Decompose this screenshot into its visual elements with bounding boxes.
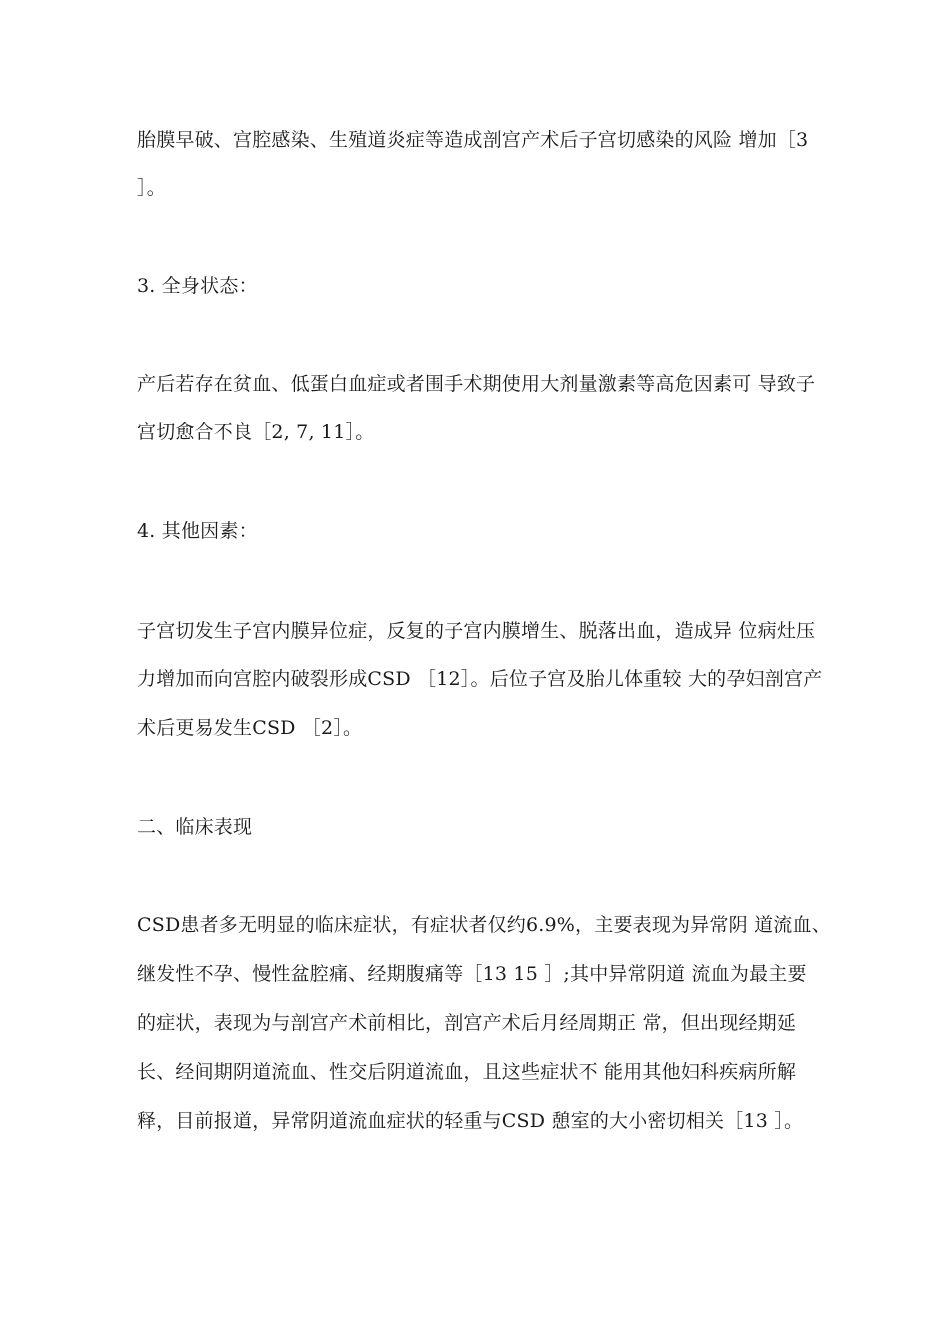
paragraph-line: 长、经间期阴道流血、性交后阴道流血，且这些症状不 能用其他妇科疾病所解: [137, 1061, 797, 1083]
paragraph-line: 宫切愈合不良［2, 7, 11］。: [137, 421, 375, 443]
section-heading: 3. 全身状态：: [137, 275, 258, 297]
paragraph-line: 释，目前报道，异常阴道流血症状的轻重与CSD 憩室的大小密切相关［13 ］。: [137, 1110, 804, 1132]
paragraph-line: 继发性不孕、慢性盆腔痛、经期腹痛等［13 15 ］;其中异常阴道 流血为最主要: [137, 963, 807, 985]
paragraph-line: 子宫切发生子宫内膜异位症，反复的子宫内膜增生、脱落出血，造成异 位病灶压: [137, 620, 816, 642]
section-heading: 二、临床表现: [137, 816, 253, 838]
paragraph-line: 术后更易发生CSD ［2］。: [137, 717, 363, 739]
paragraph-line: 胎膜早破、宫腔感染、生殖道炎症等造成剖宫产术后子宫切感染的风险 增加［3: [137, 129, 809, 151]
paragraph-line: CSD患者多无明显的临床症状，有症状者仅约6.9%，主要表现为异常阴 道流血、: [137, 914, 831, 936]
section-heading: 4. 其他因素：: [137, 520, 258, 542]
paragraph-line: ］。: [137, 177, 166, 199]
paragraph-line: 的症状，表现为与剖宫产术前相比，剖宫产术后月经周期正 常，但出现经期延: [137, 1012, 797, 1034]
paragraph-line: 力增加而向宫腔内破裂形成CSD ［12］。后位子宫及胎儿体重较 大的孕妇剖宫产: [137, 668, 823, 690]
paragraph-line: 产后若存在贫血、低蛋白血症或者围手术期使用大剂量激素等高危因素可 导致子: [137, 373, 816, 395]
